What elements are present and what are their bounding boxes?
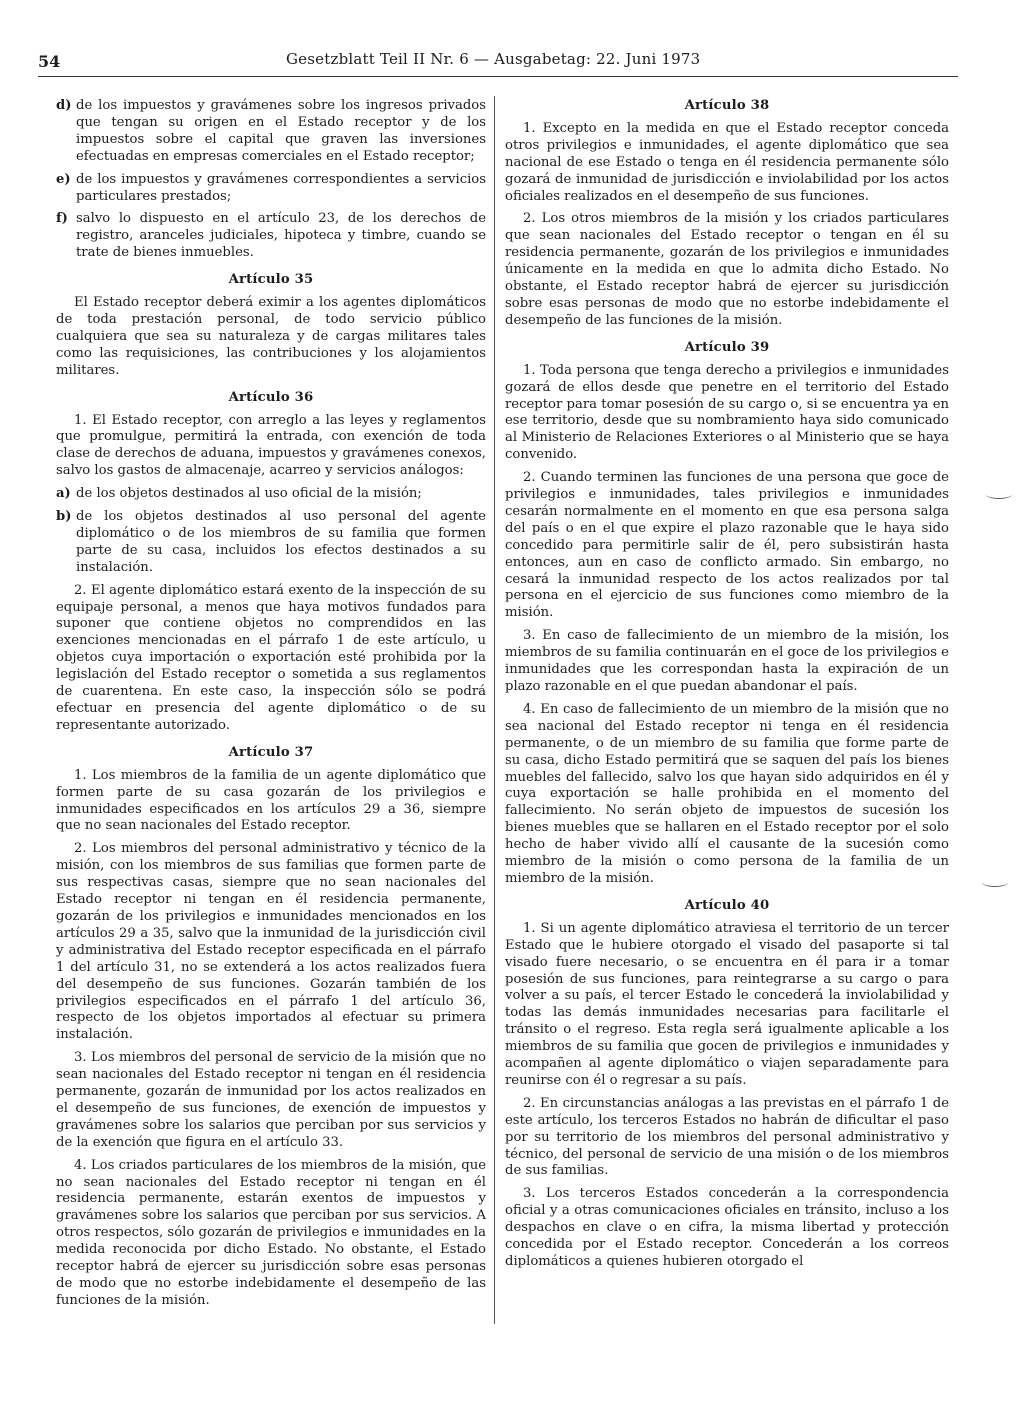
list-item-f [56, 211, 486, 262]
item-label: e) [56, 171, 71, 187]
article-40-paragraph-3: 3. Los terceros Estados concederán a la correspondencia oficial y a otras comunicaciones oficiales en tránsito, incluso a los despachos en clave o en cifra, la misma libertad y protección concedida por el Estado receptor. Concederán a los correos diplomáticos a quienes hubieren otorgado el [505, 1186, 949, 1269]
list-item-d [56, 98, 486, 166]
article-39-heading: Artículo 39 [684, 339, 770, 355]
article-39-paragraph-2: 2. Cuando terminen las funciones de una persona que goce de privilegios e inmunidades, tales privilegios e inmunidades cesarán normalmente en el momento en que esa persona salga del país o en el que expire el plazo razonable que le haya sido concedido para permitirle salir de él, pero subsistirán hasta entonces, aun en caso de conflicto armado. Sin embargo, no cesará la inmunidad respecto de los actos realizados por tal persona en el ejercicio de sus funciones como miembro de la misión. [505, 470, 949, 621]
article-40-heading: Artículo 40 [684, 897, 770, 913]
item-text: de los objetos destinados al uso oficial de la misión; [76, 486, 422, 502]
article-38-heading: Artículo 38 [684, 98, 770, 113]
article-37-paragraph-4: 4. Los criados particulares de los miembros de la misión, que no sean nacionales del Estado receptor ni tengan en él residencia permanente, estarán exentos de impuestos y gravámenes sobre los salarios que perciban por sus servicios. A otros respectos, sólo gozarán de privilegios e inmunidades en la medida reconocida por dicho Estado. No obstante, el Estado receptor habrá de ejercer su jurisdicción sobre esas personas de modo que no estorbe indebidamente el desempeño de las funciones de la misión. [56, 1157, 486, 1308]
article-38-paragraph-1: 1. Excepto en la medida en que el Estado receptor conceda otros privilegios e inmunidades, el agente diplomático que sea nacional de ese Estado o tenga en él residencia permanente sólo gozará de inmunidad de jurisdicción e inviolabilidad por los actos oficiales realizados en el desempeño de sus funciones. [505, 120, 949, 204]
article-35-heading: Artículo 35 [228, 272, 314, 288]
list-item-a [56, 486, 486, 503]
item-text: de los objetos destinados al uso personal del agente diplomático o de los miembros de su familia que formen parte de su casa, incluidos los efectos destinados a su instalación. [76, 509, 486, 575]
item-label: b) [56, 509, 72, 525]
list-item-e [56, 172, 486, 206]
right-column [505, 98, 949, 1277]
left-column [56, 98, 486, 1316]
item-label: a) [56, 486, 71, 502]
page-header [38, 46, 958, 77]
article-36-paragraph-1: 1. El Estado receptor, con arreglo a las leyes y reglamentos que promulgue, permitirá la entrada, con exención de toda clase de derechos de aduana, impuestos y gravámenes conexos, salvo los gastos de almacenaje, acarreo y servicios análogos: [56, 412, 486, 479]
item-text: de los impuestos y gravámenes correspondientes a servicios particulares prestados; [76, 171, 486, 204]
list-item-b [56, 509, 486, 577]
article-40-paragraph-2: 2. En circunstancias análogas a las previstas en el párrafo 1 de este artículo, los terceros Estados no habrán de dificultar el paso por su territorio de los miembros del personal administrativo y técnico, del personal de servicio de una misión o de los miembros de sus familias. [505, 1095, 949, 1179]
item-text: de los impuestos y gravámenes sobre los ingresos privados que tengan su origen en el Estado receptor y de los impuestos sobre el capital que graven las inversiones efectuadas en empresas comerciales en el Estado receptor; [76, 98, 486, 164]
article-37-paragraph-2: 2. Los miembros del personal administrativo y técnico de la misión, con los miembros de sus familias que formen parte de sus respectivas casas, siempre que no sean nacionales del Estado receptor ni tengan en él residencia permanente, gozarán de los privilegios e inmunidades mencionados en los artículos 29 a 35, salvo que la inmunidad de la jurisdicción civil y administrativa del Estado receptor especificada en el párrafo 1 del artículo 31, no se extenderá a los actos realizados fuera del desempeño de sus funciones. Gozarán también de los privilegios especificados en el párrafo 1 del artículo 36, respecto de los objetos importados al efectuar su primera instalación. [56, 841, 486, 1043]
column-divider [494, 96, 495, 1324]
article-39-paragraph-3: 3. En caso de fallecimiento de un miembro de la misión, los miembros de su familia continuarán en el goce de los privilegios e inmunidades que les correspondan hasta la expiración de un plazo razonable en el que puedan abandonar el país. [505, 628, 949, 694]
article-37-heading: Artículo 37 [228, 744, 314, 760]
article-39-paragraph-1: 1. Toda persona que tenga derecho a privilegios e inmunidades gozará de ellos desde que penetre en el territorio del Estado receptor para tomar posesión de su cargo o, si se encuentra ya en ese territorio, desde que su nombramiento haya sido comunicado al Ministerio de Relaciones Exteriores o al Ministerio que se haya convenido. [505, 362, 949, 463]
article-37-paragraph-1: 1. Los miembros de la familia de un agente diplomático que formen parte de su casa gozarán de los privilegios e inmunidades especificados en los artículos 29 a 36, siempre que no sean nacionales del Estado receptor. [56, 767, 486, 834]
article-36-heading: Artículo 36 [228, 389, 314, 405]
article-38-paragraph-2: 2. Los otros miembros de la misión y los criados particulares que sean nacionales del Estado receptor o tengan en él su residencia permanente, gozarán de los privilegios e inmunidades únicamente en la medida en que lo admita dicho Estado. No obstante, el Estado receptor habrá de ejercer su jurisdicción sobre esas personas de modo que no estorbe indebidamente el desempeño de las funciones de la misión. [505, 211, 949, 328]
item-label: d) [56, 98, 72, 113]
article-40-paragraph-1: 1. Si un agente diplomático atraviesa el territorio de un tercer Estado que le hubiere otorgado el visado del pasaporte si tal visado fuere necesario, o se encuentra en él para ir a tomar posesión de sus funciones, para reintegrarse a su cargo o para volver a su país, el tercer Estado le concederá la inviolabilidad y todas las demás inmunidades necesarias para facilitarle el tránsito o el regreso. Esta regla será igualmente aplicable a los miembros de su familia que gocen de privilegios e inmunidades y acompañen al agente diplomático o viajen separadamente para reunirse con él o regresar a su país. [505, 920, 949, 1088]
article-37-paragraph-3: 3. Los miembros del personal de servicio de la misión que no sean nacionales del Estado receptor ni tengan en él residencia permanente, gozarán de inmunidad por los actos realizados en el desempeño de sus funciones, de exención de impuestos y gravámenes sobre los salarios que perciban por sus servicios y de la exención que figura en el artículo 33. [56, 1050, 486, 1150]
item-label: f) [56, 211, 68, 227]
article-35-paragraph: El Estado receptor deberá eximir a los agentes diplomáticos de toda prestación personal, de todo servicio público cualquiera que sea su naturaleza y de cargas militares tales como las requisiciones, las contribuciones y los alojamientos militares. [56, 295, 486, 378]
article-39-paragraph-4: 4. En caso de fallecimiento de un miembro de la misión que no sea nacional del Estado receptor ni tenga en él residencia permanente, o de un miembro de su familia que forme parte de su casa, dicho Estado permitirá que se saquen del país los bienes muebles del fallecido, salvo los que hayan sido adquiridos en él y cuya exportación se halle prohibida en el momento del fallecimiento. No serán objeto de impuestos de sucesión los bienes muebles que se hallaren en el Estado receptor por el solo hecho de haber vivido allí el causante de la sucesión como miembro de la misión o como persona de la familia de un miembro de la misión. [505, 701, 949, 886]
running-title: Gesetzblatt Teil II Nr. 6 — Ausgabetag: 22. Juni 1973 [286, 50, 701, 68]
margin-mark [986, 490, 1012, 499]
page-number: 54 [38, 52, 61, 71]
article-36-paragraph-2: 2. El agente diplomático estará exento de la inspección de su equipaje personal, a menos que haya motivos fundados para suponer que contiene objetos no comprendidos en las exenciones mencionadas en el párrafo 1 de este artículo, u objetos cuya importación o exportación esté prohibida por la legislación del Estado receptor o sometida a sus reglamentos de cuarentena. En este caso, la inspección sólo se podrá efectuar en presencia del agente diplomático o de su representante autorizado. [56, 582, 486, 733]
margin-mark [982, 878, 1008, 887]
item-text: salvo lo dispuesto en el artículo 23, de los derechos de registro, aranceles judiciales, hipoteca y timbre, cuando se trate de bienes inmuebles. [76, 211, 486, 261]
